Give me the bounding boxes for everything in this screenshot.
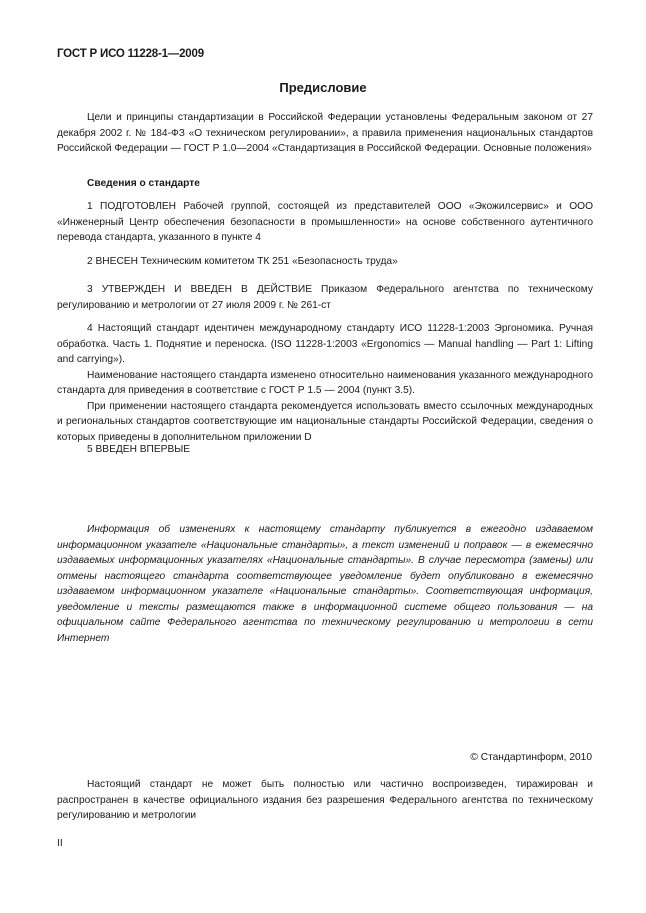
reproduction-notice: Настоящий стандарт не может быть полностью или частично воспроизведен, тиражирован и распространен в качестве официального издания без разрешения Федерального агентства по техническому регулированию и метрологии bbox=[57, 779, 593, 821]
item-3: 3 УТВЕРЖДЕН И ВВЕДЕН В ДЕЙСТВИЕ Приказом Федерального агентства по техническому регулированию и метрологии от 27 июля 2009 г. № 261-ст bbox=[57, 284, 593, 311]
intro-paragraph: Цели и принципы стандартизации в Российской Федерации установлены Федеральным законом от 27 декабря 2002 г. № 184-ФЗ «О техническом регулировании», а правила применения национальных стандартов Российской Федерации — ГОСТ Р 1.0—2004 «Стандартизация в Российской Федерации. Основные положения» bbox=[57, 112, 593, 154]
standard-code-header: ГОСТ Р ИСО 11228-1—2009 bbox=[57, 48, 204, 60]
item-5: 5 ВВЕДЕН ВПЕРВЫЕ bbox=[87, 444, 191, 455]
intro-section bbox=[57, 110, 593, 157]
item-5-section bbox=[57, 442, 593, 458]
reproduction-section bbox=[57, 777, 593, 824]
page-title: Предисловие bbox=[279, 80, 367, 95]
item-3-section bbox=[57, 282, 593, 313]
item-1: 1 ПОДГОТОВЛЕН Рабочей группой, состоящей из представителей ООО «Экожилсервис» и ООО «Инженерный Центр обеспечения безопасности в промышленности» на основе собственного аутентичного перевода стандарта, указанного в пункте 4 bbox=[57, 201, 593, 243]
copyright-line: © Стандартинформ, 2010 bbox=[470, 752, 592, 763]
item-1-section bbox=[57, 199, 593, 246]
notice-section bbox=[57, 522, 593, 646]
changes-notice: Информация об изменениях к настоящему стандарту публикуется в ежегодно издаваемом информационном указателе «Национальные стандарты», а текст изменений и поправок — в ежемесячно издаваемых информационных указателях «Национальные стандарты». В случае пересмотра (замены) или отмены настоящего стандарта соответствующее уведомление будет опубликовано в ежемесячно издаваемом информационном указателе «Национальные стандарты». Соответствующая информация, уведомление и тексты размещаются также в информационной системе общего пользования — на официальном сайте Федерального агентства по техническому регулированию и метрологии в сети Интернет bbox=[57, 524, 593, 644]
item-2: 2 ВНЕСЕН Техническим комитетом ТК 251 «Безопасность труда» bbox=[87, 256, 398, 267]
info-heading: Сведения о стандарте bbox=[87, 178, 200, 189]
item-4-paragraph-3: При применении настоящего стандарта рекомендуется использовать вместо ссылочных международных и региональных стандартов соответствующие им национальные стандарты Российской Федерации, сведения о которых приведены в дополнительном приложении D bbox=[57, 400, 593, 443]
item-2-section bbox=[57, 254, 593, 270]
page-number: II bbox=[57, 838, 63, 849]
info-heading-section bbox=[57, 176, 593, 192]
item-4-paragraph-1: 4 Настоящий стандарт идентичен международному стандарту ИСО 11228-1:2003 Эргономика. Ручная обработка. Часть 1. Поднятие и переноска. (ISO 11228-1:2003 «Ergonomics — Manual handling — Part 1: Lifting and carrying»). bbox=[57, 323, 593, 365]
item-4-section bbox=[57, 321, 593, 445]
item-4-paragraph-2: Наименование настоящего стандарта изменено относительно наименования указанного международного стандарта для приведения в соответствие с ГОСТ Р 1.5 — 2004 (пункт 3.5). bbox=[57, 369, 593, 396]
